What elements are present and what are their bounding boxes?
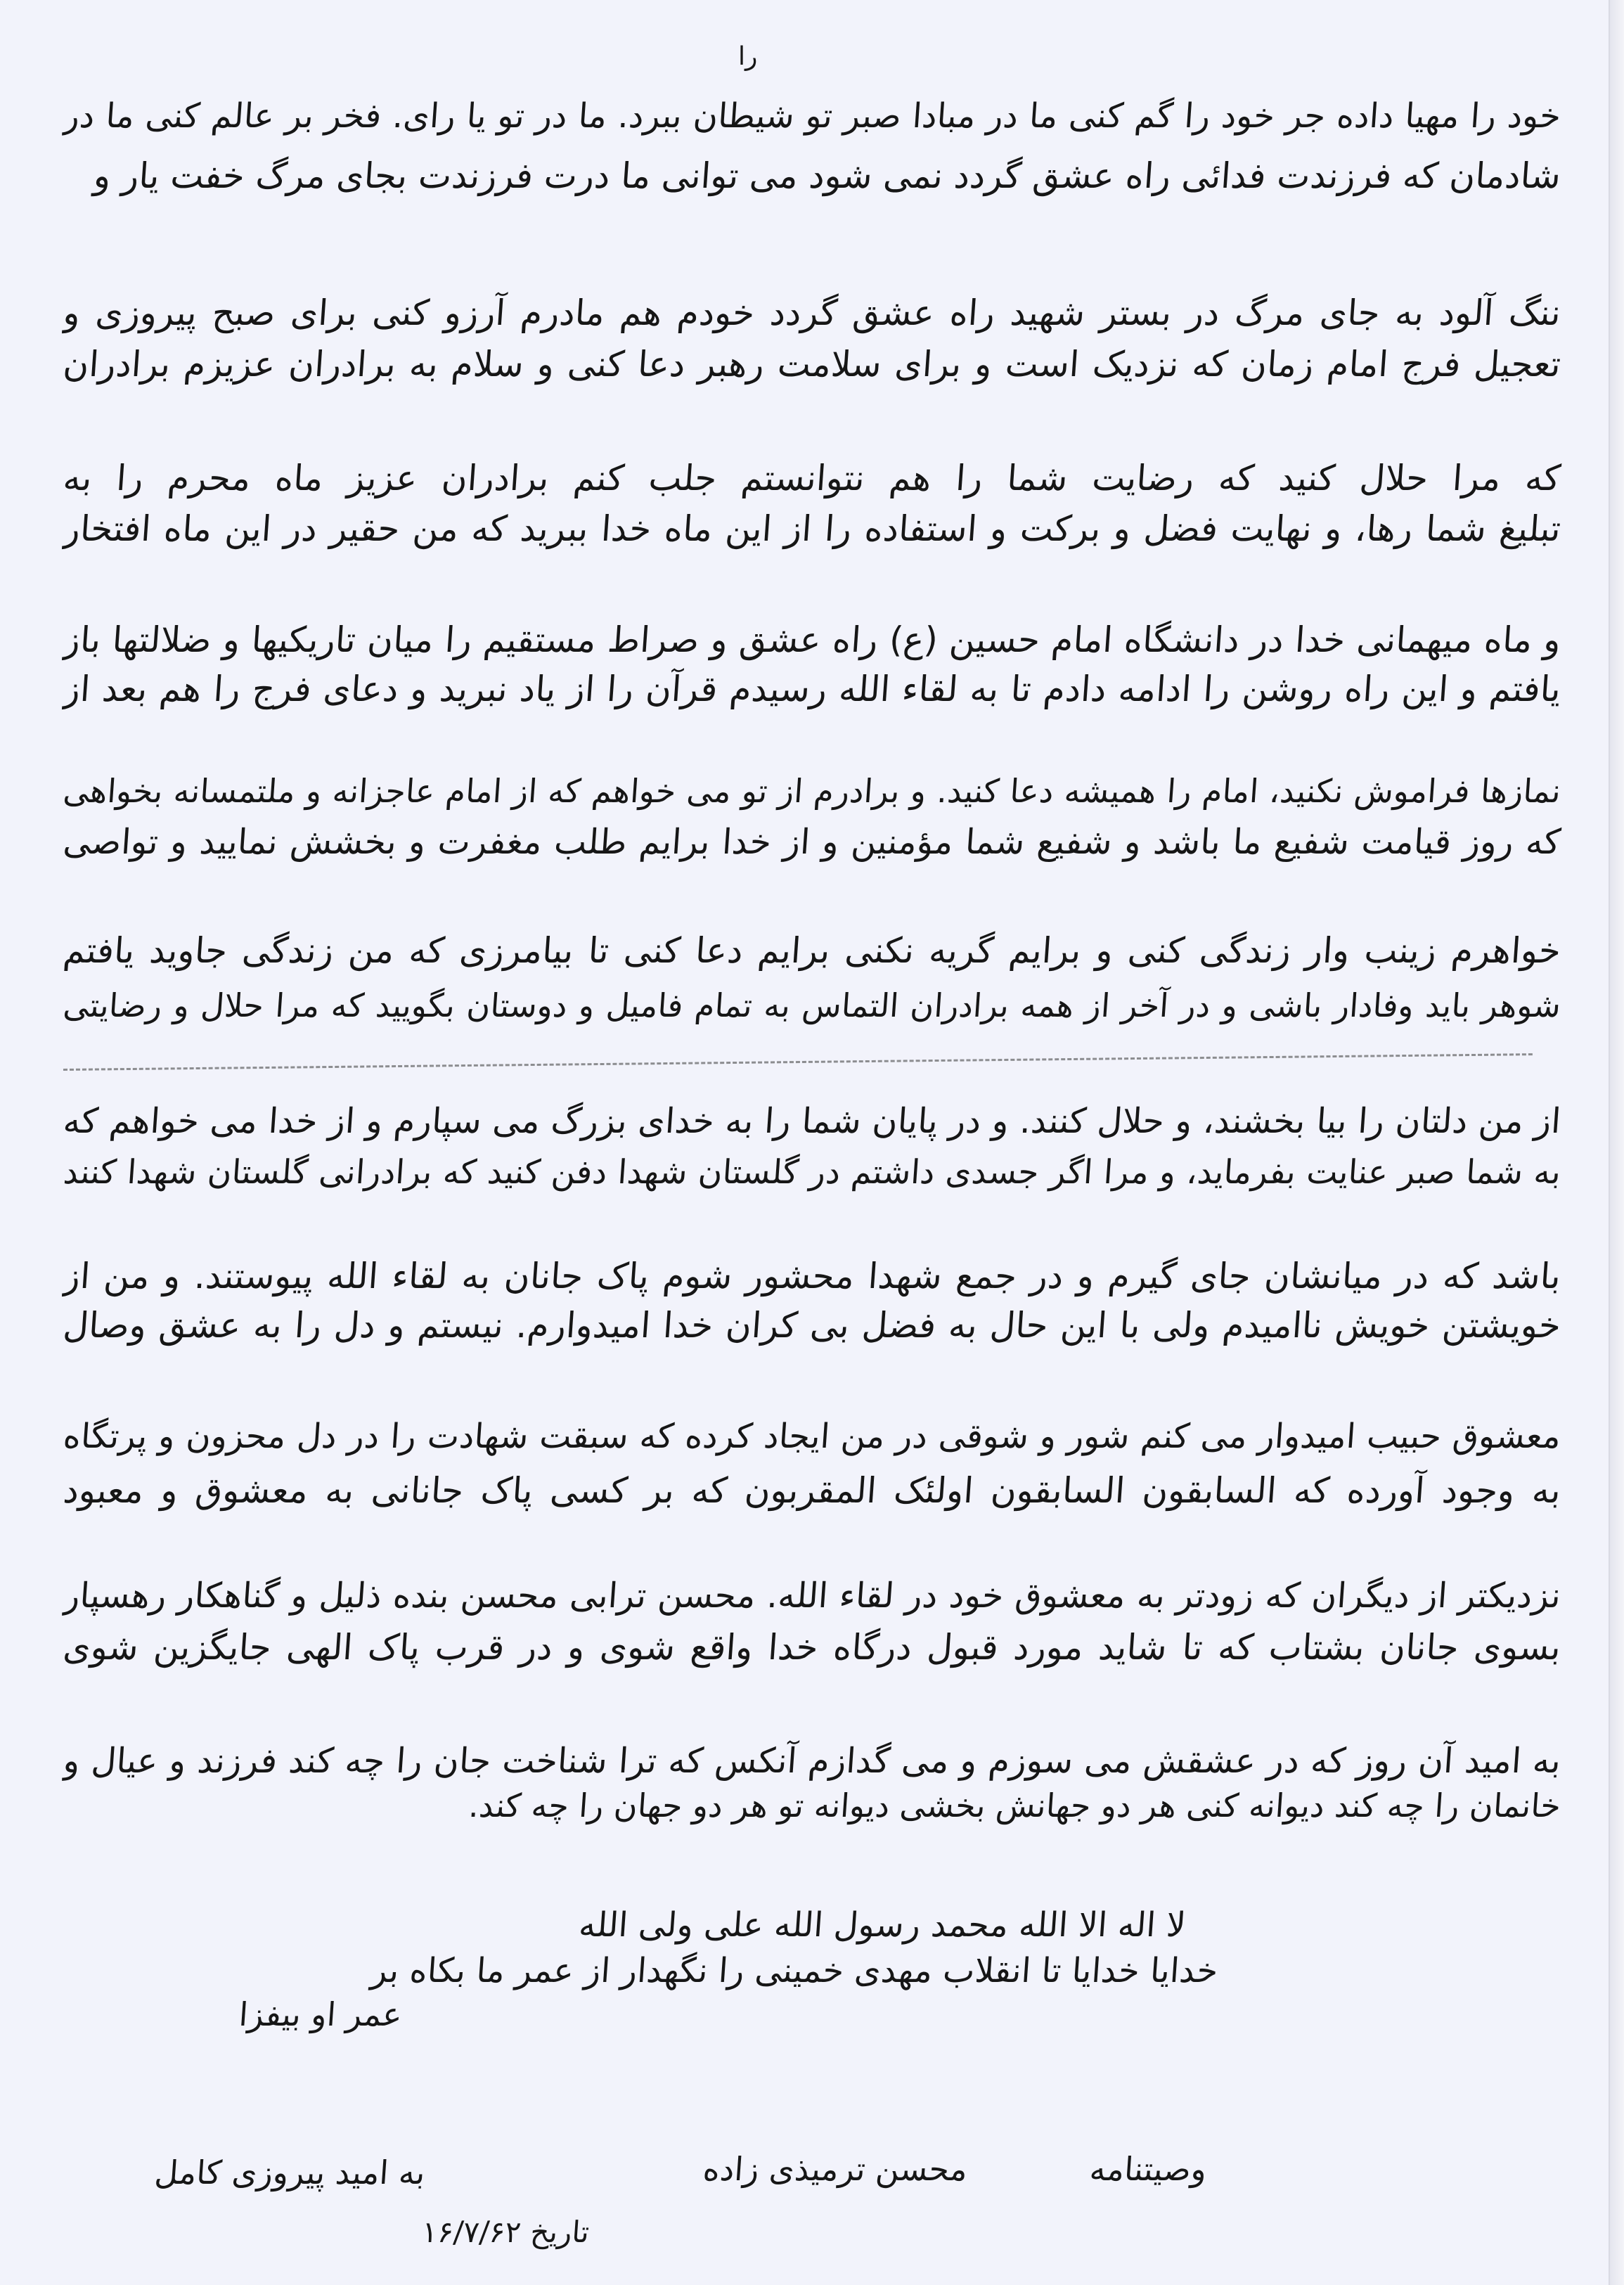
paragraph-7-line-2: به شما صبر عنایت بفرماید، و مرا اگر جسدی داشتم در گلستان شهدا دفن کنید که برادرانی گلستان شهدا کنند	[62, 1153, 1562, 1192]
paragraph-3-line-1: که مرا حلال کنید که رضایت شما را هم نتوانستم جلب کنم برادران عزیز ماه محرم را به	[61, 458, 1563, 498]
paragraph-3-line-2: تبلیغ شما رها، و نهایت فضل و برکت و استفاده را از این ماه خدا ببرید که من حقیر در این ماه افتخار	[61, 508, 1563, 549]
paragraph-7-line-1: از من دلتان را بیا بخشند، و حلال کنند. و در پایان شما را به خدای بزرگ می سپارم و از خدا می خواهم که	[62, 1101, 1563, 1141]
signatory-name: محسن ترمیذی زاده	[702, 2150, 969, 2188]
closing-prayer-line-1: خدایا خدایا تا انقلاب مهدی خمینی را نگهدار از عمر ما بکاه بر	[369, 1951, 1220, 1990]
paragraph-10-line-1: نزدیکتر از دیگران که زودتر به معشوق خود در لقاء الله. محسن ترابی محسن بنده ذلیل و گناهکار رهسپار	[62, 1576, 1563, 1616]
paragraph-9-line-2: به وجود آورده که السابقون السابقون اولئک المقربون که بر کسی پاک جانانی به معشوق و معبود	[61, 1470, 1563, 1511]
paragraph-4-line-2: یافتم و این راه روشن را ادامه دادم تا به لقاء الله رسیدم قرآن را از یاد نبرید و دعای فرج را هم بعد از	[61, 669, 1563, 709]
paragraph-5-line-2: که روز قیامت شفیع ما باشد و شفیع شما مؤمنین و از خدا برایم طلب مغفرت و بخشش نمایید و تواصی	[62, 822, 1563, 862]
closing-motto: به امید پیروزی کامل	[153, 2154, 427, 2191]
paragraph-1-line-2: شادمان که فرزندت فدائی راه عشق گردد نمی شود می توانی ما درت فرزندت بجای مرگ خفت یار و	[92, 155, 1563, 196]
paragraph-6-line-2: شوهر باید وفادار باشی و در آخر از همه برادران التماس به تمام فامیل و دوستان بگویید که مرا حلال و رضایتی	[62, 986, 1562, 1024]
will-title: وصیتنامه	[1088, 2150, 1209, 2188]
paragraph-6-line-1: خواهرم زینب وار زندگی کنی و برایم گریه نکنی برایم دعا کنی تا بیامرزی که من زندگی جاوید یافتم	[61, 930, 1563, 971]
paragraph-11-line-2: خانمان را چه کند دیوانه کنی هر دو جهانش بخشی دیوانه تو هر دو جهان را چه کند.	[467, 1787, 1562, 1824]
paragraph-5-line-1: نمازها فراموش نکنید، امام را همیشه دعا کنید. و برادرم از تو می خواهم که از امام عاجزانه و ملتمسانه بخواهی	[62, 772, 1562, 810]
paragraph-1-line-1: خود را مهیا داده جر خود را گم کنی ما در مبادا صبر تو شیطان ببرد. ما در تو یا رای. فخر بر عالم کنی ما در	[62, 96, 1562, 136]
paragraph-2-line-1: ننگ آلود به جای مرگ در بستر شهید راه عشق گردد خودم هم مادرم آرزو کنی برای صبح پیروزی و	[61, 292, 1563, 333]
paragraph-11-line-1: به امید آن روز که در عشقش می سوزم و می گدازم آنکس که ترا شناخت جان را چه کند فرزند و عیال و	[62, 1741, 1563, 1781]
insertion-mark: را	[738, 42, 758, 71]
paragraph-10-line-2: بسوی جانان بشتاب که تا شاید مورد قبول درگاه خدا واقع شوی و در قرب پاک الهی جایگزین شوی	[61, 1627, 1563, 1668]
closing-prayer-line-2: عمر او بیفزا	[238, 1995, 404, 2033]
shahada-line: لا اله الا الله محمد رسول الله علی ولی الله	[577, 1905, 1187, 1945]
document-date: تاریخ ۱۶/۷/۶۲	[420, 2215, 591, 2249]
paragraph-9-line-1: معشوق حبیب امیدوار می کنم شور و شوقی در من ایجاد کرده که سبقت شهادت را در دل محزون و پرتگاه	[62, 1417, 1562, 1456]
paragraph-2-line-2: تعجیل فرج امام زمان که نزدیک است و برای سلامت رهبر دعا کنی و سلام به برادران عزیزم برادران	[61, 344, 1563, 385]
paragraph-8-line-2: خویشتن خویش ناامیدم ولی با این حال به فضل بی کران خدا امیدوارم. نیستم و دل را به عشق وصال	[61, 1305, 1563, 1346]
paragraph-8-line-1: باشد که در میانشان جای گیرم و در جمع شهدا محشور شوم پاک جانان به لقاء الله پیوستند. و من از	[61, 1256, 1563, 1296]
paragraph-4-line-1: و ماه میهمانی خدا در دانشگاه امام حسین (ع) راه عشق و صراط مستقیم را میان تاریکیها و ضلالتها باز	[61, 619, 1563, 660]
